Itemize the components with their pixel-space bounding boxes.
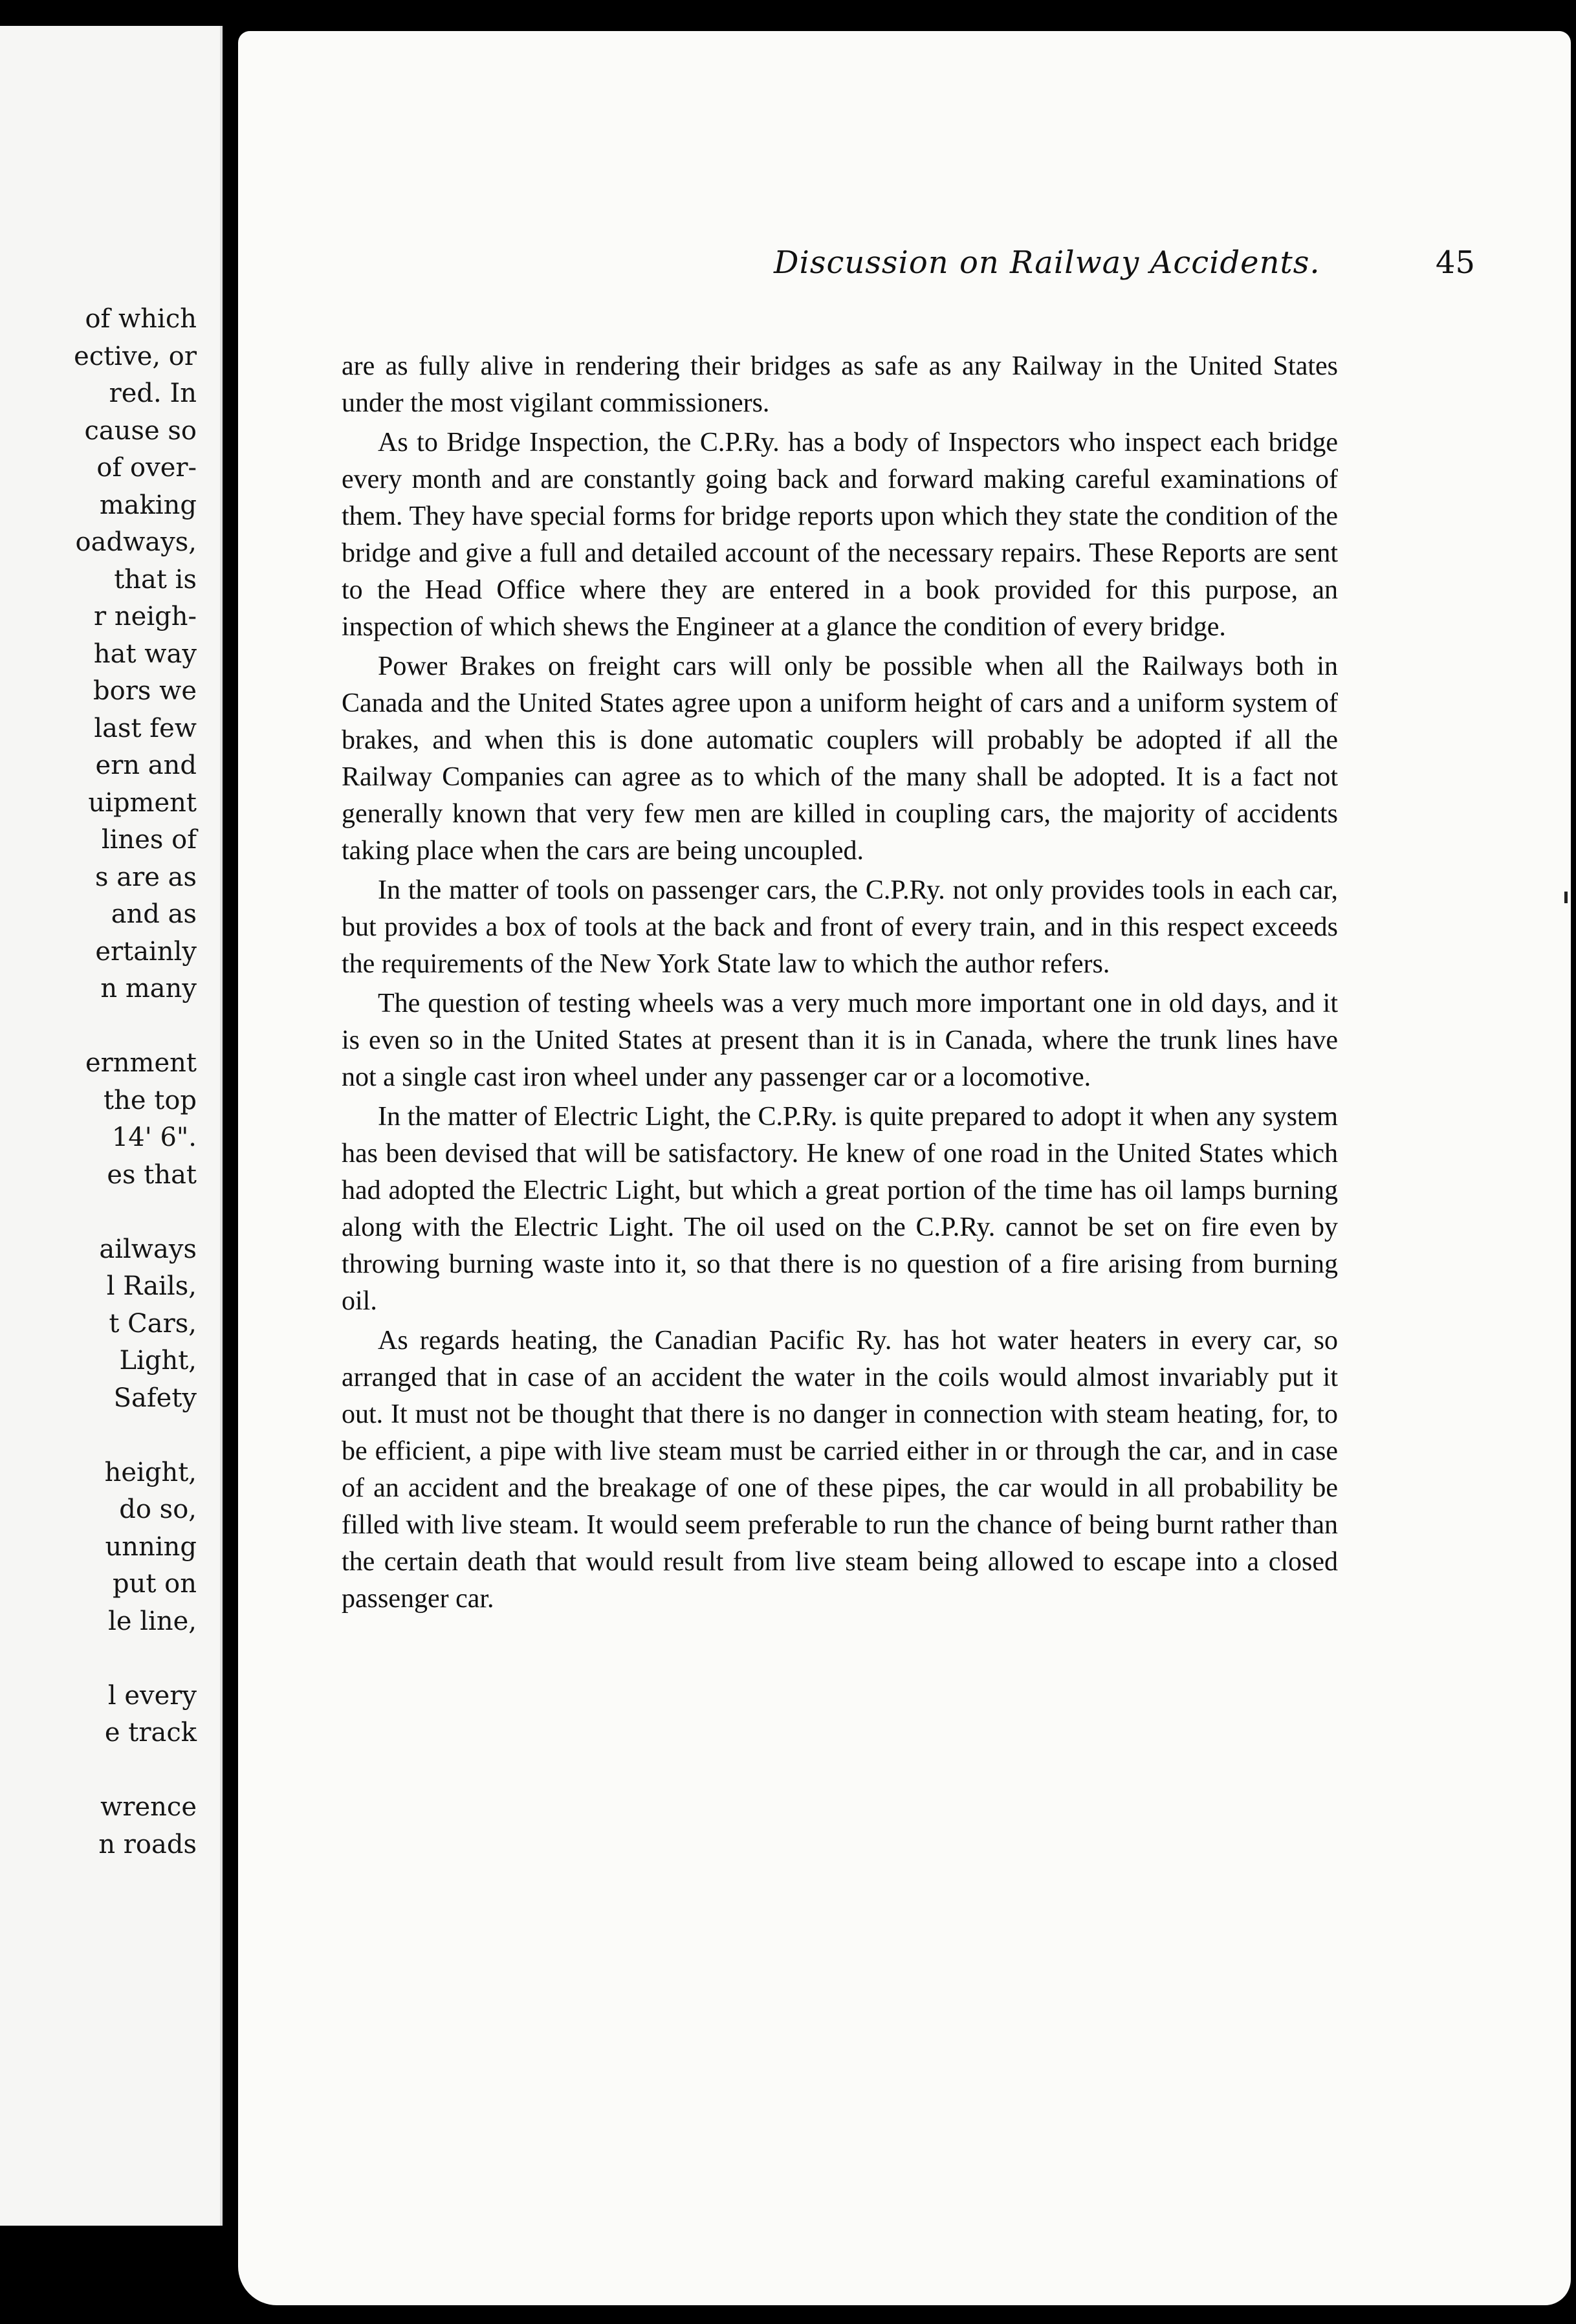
left-page-line: s are as: [95, 862, 197, 892]
paragraph: In the matter of Electric Light, the C.P.Ry. is quite prepared to adopt it when any system has been devised that will be satisfactory. He knew of one road in the United States which had adopted the Electric Light, but which a great portion of the time has oil lamps burning along with the Electric Light. The oil used on the C.P.Ry. cannot be set on fire even by throwing burning waste into it, so that there is no question of a fire arising from burning oil.: [342, 1102, 1338, 1316]
paragraph: The question of testing wheels was a very much more important one in old days, and it is even so in the United States at present than it is in Canada, where the trunk lines have not a single cast iron wheel under any passenger car or a locomotive.: [342, 989, 1338, 1092]
left-page-line: l every: [107, 1680, 197, 1711]
left-page-line: and as: [111, 899, 197, 929]
left-page-line: r neigh-: [94, 602, 197, 631]
running-title: Discussion on Railway Accidents.: [774, 245, 1320, 281]
margin-mark: [1564, 892, 1568, 903]
left-page-line: e track: [104, 1718, 197, 1748]
left-page-line: n roads: [98, 1829, 197, 1859]
left-page-line: ailways: [99, 1234, 197, 1264]
left-page-line: red. In: [109, 378, 197, 408]
left-page-line: 14' 6".: [111, 1123, 197, 1152]
left-page-line: do so,: [119, 1495, 197, 1524]
paragraph: As to Bridge Inspection, the C.P.Ry. has a body of Inspectors who inspect each bridge every month and are constantly going back and forward making careful examinations of them. They have special forms for bridge reports upon which they state the condition of the bridge and give a full and detailed account of the necessary repairs. These Reports are sent to the Head Office where they are entered in a book provided for this purpose, an inspection of which shews the Engineer at a glance the condition of every bridge.: [342, 428, 1338, 642]
left-page-line: making: [99, 490, 197, 520]
left-page-line: lines of: [101, 825, 197, 855]
left-page-line: ective, or: [74, 341, 197, 371]
left-page-line: bors we: [93, 676, 197, 706]
left-page-line: last few: [94, 713, 197, 743]
left-page-line: es that: [107, 1159, 197, 1190]
left-page-line: that is: [114, 564, 197, 595]
right-page: [238, 31, 1571, 2305]
left-page-fragment: [0, 26, 223, 2226]
left-page-line: ertainly: [95, 936, 197, 967]
left-page-line: oadways,: [75, 527, 197, 557]
left-page-line: unning: [105, 1531, 197, 1562]
left-page-line: ernment: [85, 1048, 197, 1078]
left-page-line: wrence: [100, 1792, 197, 1822]
left-page-line: t Cars,: [109, 1308, 197, 1339]
left-page-line: Light,: [119, 1346, 197, 1376]
running-header: [523, 245, 1519, 303]
left-page-line: ern and: [95, 751, 197, 780]
body-text: [342, 348, 1338, 1620]
page-number: 45: [1435, 245, 1475, 281]
left-page-line: l Rails,: [106, 1271, 197, 1301]
paragraph: are as fully alive in rendering their bridges as safe as any Railway in the United States under the most vigilant commissioners.: [342, 351, 1338, 418]
left-page-line: Safety: [113, 1383, 197, 1413]
left-page-line: height,: [104, 1457, 197, 1487]
paragraph: As regards heating, the Canadian Pacific Ry. has hot water heaters in every car, so arranged that in case of an accident the water in the coils would almost invariably put it out. It must not be thought that there is no danger in connection with steam heating, for, to be efficient, a pipe with live steam must be carried either in or through the car, and in case of an accident and the breakage of one of these pipes, the car would in all probability be filled with live steam. It would seem preferable to run the chance of being burnt rather than the certain death that would result from live steam being allowed to escape into a closed passenger car.: [342, 1326, 1338, 1614]
left-page-line: uipment: [88, 787, 197, 818]
paragraph: In the matter of tools on passenger cars, the C.P.Ry. not only provides tools in each car, but provides a box of tools at the back and front of every train, and in this respect exceeds the requirements of the New York State law to which the author refers.: [342, 875, 1338, 979]
left-page-line: of which: [85, 304, 197, 334]
left-page-line: hat way: [93, 639, 197, 669]
left-page-line: le line,: [108, 1606, 197, 1636]
left-page-line: put on: [113, 1569, 197, 1599]
paragraph: Power Brakes on freight cars will only be possible when all the Railways both in Canada and the United States agree upon a uniform height of cars and a uniform system of brakes, and when this is done automatic couplers will probably be adopted if all the Railway Companies can agree as to which of the many shall be adopted. It is a fact not generally known that very few men are killed in coupling cars, the majority of accidents taking place when the cars are being uncoupled.: [342, 652, 1338, 866]
left-page-line: n many: [100, 974, 197, 1003]
left-page-line: cause so: [84, 415, 197, 446]
left-page-line: the top: [104, 1085, 197, 1115]
left-page-line: of over-: [96, 453, 197, 483]
